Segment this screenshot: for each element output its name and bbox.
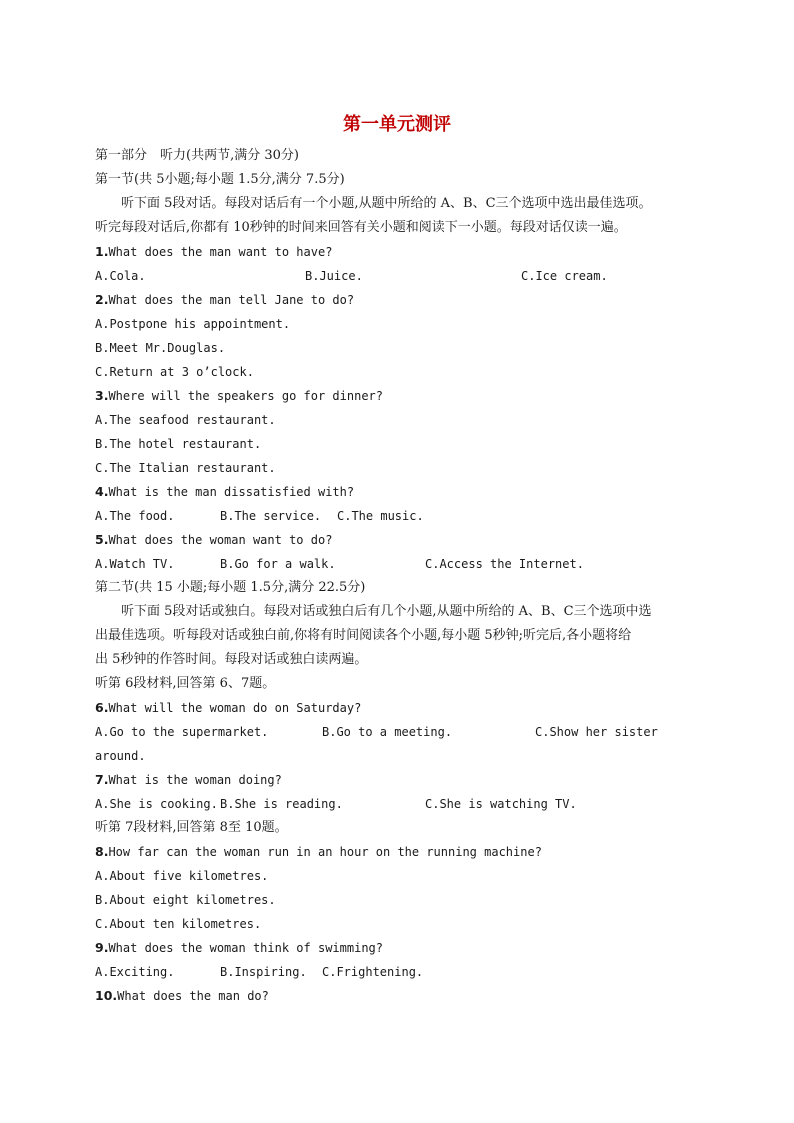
- option-c: C.The music.: [337, 509, 424, 523]
- option-a: A.The seafood restaurant.: [95, 413, 276, 427]
- question-text: How far can the woman run in an hour on the running machine?: [108, 845, 542, 859]
- question-2: [95, 288, 695, 312]
- question-number: 6.: [95, 700, 109, 715]
- question-1: [95, 240, 695, 264]
- section2-instruction-2: 出最佳选项。听每段对话或独白前,你将有时间阅读各个小题,每小题 5秒钟;听完后,各小题将给: [95, 628, 632, 643]
- question-9: [95, 936, 695, 960]
- part1-heading: 第一部分 听力(共两节,满分 30分): [95, 148, 299, 163]
- question-8: [95, 840, 695, 864]
- question-6: [95, 696, 695, 720]
- option-c: C.Return at 3 o’clock.: [95, 365, 254, 379]
- question-5: [95, 528, 695, 552]
- question-1-options: [95, 264, 695, 288]
- option-b: B.The service.: [220, 509, 322, 523]
- question-7-options: [95, 792, 695, 816]
- section1-heading: 第一节(共 5小题;每小题 1.5分,满分 7.5分): [95, 172, 345, 187]
- option-b: B.Meet Mr.Douglas.: [95, 341, 226, 355]
- option-b: B.About eight kilometres.: [95, 893, 276, 907]
- section1-instruction-1: 听下面 5段对话。每段对话后有一个小题,从题中所给的 A、B、C三个选项中选出最佳选项。: [121, 196, 652, 211]
- question-number: 3.: [95, 388, 109, 403]
- option-b: B.Inspiring.: [220, 965, 307, 979]
- option-a: A.Watch TV.: [95, 557, 175, 571]
- option-c: C.Access the Internet.: [425, 557, 584, 571]
- option-b: B.Juice.: [305, 269, 363, 283]
- option-c: C.The Italian restaurant.: [95, 461, 276, 475]
- question-10: [95, 984, 695, 1008]
- question-text: What does the woman want to do?: [108, 533, 333, 547]
- question-number: 8.: [95, 844, 109, 859]
- question-9-options: [95, 960, 695, 984]
- option-a: A.Exciting.: [95, 965, 175, 979]
- option-a: A.Cola.: [95, 269, 146, 283]
- question-text: What is the woman doing?: [108, 773, 282, 787]
- option-c: C.Frightening.: [322, 965, 424, 979]
- section2-heading: 第二节(共 15 小题;每小题 1.5分,满分 22.5分): [95, 580, 366, 595]
- question-number: 4.: [95, 484, 109, 499]
- option-a: A.She is cooking.: [95, 797, 218, 811]
- question-text: What does the woman think of swimming?: [108, 941, 383, 955]
- document-body: [95, 144, 695, 1008]
- question-4-options: [95, 504, 695, 528]
- option-b: B.She is reading.: [220, 797, 343, 811]
- option-c: C.She is watching TV.: [425, 797, 577, 811]
- option-a: A.Postpone his appointment.: [95, 317, 291, 331]
- option-c: C.Ice cream.: [521, 269, 608, 283]
- question-text: What does the man do?: [117, 989, 269, 1003]
- page-title: 第一单元测评: [343, 114, 451, 135]
- option-c-continuation: around.: [95, 749, 146, 763]
- question-text: What does the man tell Jane to do?: [108, 293, 355, 307]
- question-number: 9.: [95, 940, 109, 955]
- option-b: B.Go for a walk.: [220, 557, 336, 571]
- question-number: 2.: [95, 292, 109, 307]
- question-7: [95, 768, 695, 792]
- option-a: A.The food.: [95, 509, 175, 523]
- section2-instruction-3: 出 5秒钟的作答时间。每段对话或独白读两遍。: [95, 652, 368, 667]
- question-text: What will the woman do on Saturday?: [108, 701, 362, 715]
- question-number: 10.: [95, 988, 118, 1003]
- question-text: What is the man dissatisfied with?: [108, 485, 355, 499]
- material-6-heading: 听第 6段材料,回答第 6、7题。: [95, 676, 276, 691]
- question-4: [95, 480, 695, 504]
- option-c: C.About ten kilometres.: [95, 917, 262, 931]
- question-number: 5.: [95, 532, 109, 547]
- option-a: A.Go to the supermarket.: [95, 725, 269, 739]
- option-a: A.About five kilometres.: [95, 869, 269, 883]
- question-6-options: [95, 720, 695, 744]
- option-b: B.The hotel restaurant.: [95, 437, 262, 451]
- material-7-heading: 听第 7段材料,回答第 8至 10题。: [95, 820, 288, 835]
- section1-instruction-2: 听完每段对话后,你都有 10秒钟的时间来回答有关小题和阅读下一小题。每段对话仅读一遍。: [95, 220, 627, 235]
- option-c: C.Show her sister: [535, 725, 658, 739]
- section2-instruction-1: 听下面 5段对话或独白。每段对话或独白后有几个小题,从题中所给的 A、B、C三个选项中选: [121, 604, 652, 619]
- option-b: B.Go to a meeting.: [322, 725, 453, 739]
- question-number: 7.: [95, 772, 109, 787]
- question-text: Where will the speakers go for dinner?: [108, 389, 383, 403]
- question-number: 1.: [95, 244, 109, 259]
- question-3: [95, 384, 695, 408]
- question-text: What does the man want to have?: [108, 245, 333, 259]
- question-5-options: [95, 552, 695, 576]
